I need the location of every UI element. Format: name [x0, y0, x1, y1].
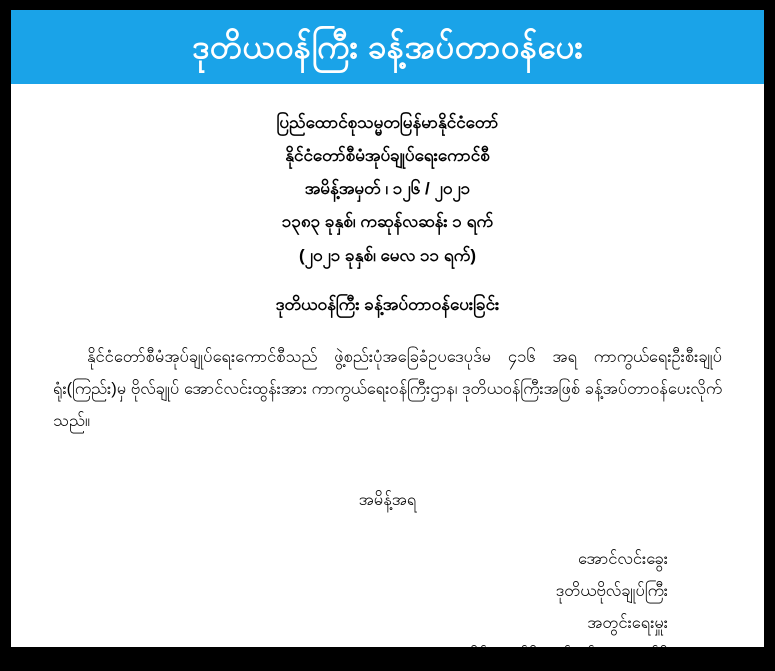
order-by-line: အမိန့်အရ — [358, 491, 417, 510]
header-line-order-number: အမိန့်အမှတ် ၊ ၁၂၆ / ၂၀၂၁ — [304, 179, 471, 199]
signature-position: အတွင်းရေးမှူး — [587, 614, 668, 633]
signature-rank: ဒုတိယဗိုလ်ချုပ်ကြီး — [555, 581, 668, 600]
document-paragraph — [53, 341, 722, 438]
headline-banner — [11, 10, 764, 84]
header-line-gregorian-date: (၂၀၂၁ ခုနှစ်၊ မေလ ၁၁ ရက်) — [298, 245, 477, 265]
document-header-block — [53, 106, 722, 321]
signature-block — [53, 543, 722, 671]
header-line-country: ပြည်ထောင်စုသမ္မတမြန်မာနိုင်ငံတော် — [276, 113, 499, 132]
paragraph-text: နိုင်ငံတော်စီမံအုပ်ချုပ်ရေးကောင်စီသည် ဖွဲ့စည်းပုံအခြေခံဥပဒေပုဒ်မ ၄၁၆ အရ ကာကွယ်ရေးဦးစီးချုပ်ရုံး(ကြည်း)မှ ဗိုလ်ချုပ် အောင်လင်းထွန်းအား ကာကွယ်ရေးဝန်ကြီးဌာန၊ ဒုတိယဝန်ကြီးအဖြစ် ခန့်အပ်တာဝန်ပေးလိုက်သည်။ — [53, 347, 722, 431]
document-subject: ဒုတိယဝန်ကြီး ခန့်အပ်တာဝန်ပေးခြင်း — [275, 294, 500, 314]
signature-name: အောင်လင်းခွေး — [578, 549, 668, 568]
document-sheet — [11, 10, 764, 665]
signature-organization: နိုင်ငံတော်စီမံအုပ်ချုပ်ရေးကောင်စီ — [469, 646, 668, 665]
document-body — [11, 84, 764, 671]
header-line-burmese-date: ၁၃၈၃ ခုနှစ်၊ ကဆုန်လဆန်း ၁ ရက် — [281, 212, 494, 232]
header-line-council: နိုင်ငံတော်စီမံအုပ်ချုပ်ရေးကောင်စီ — [285, 146, 490, 166]
headline-title: ဒုတိယဝန်ကြီး ခန့်အပ်တာဝန်ပေး — [191, 28, 584, 66]
